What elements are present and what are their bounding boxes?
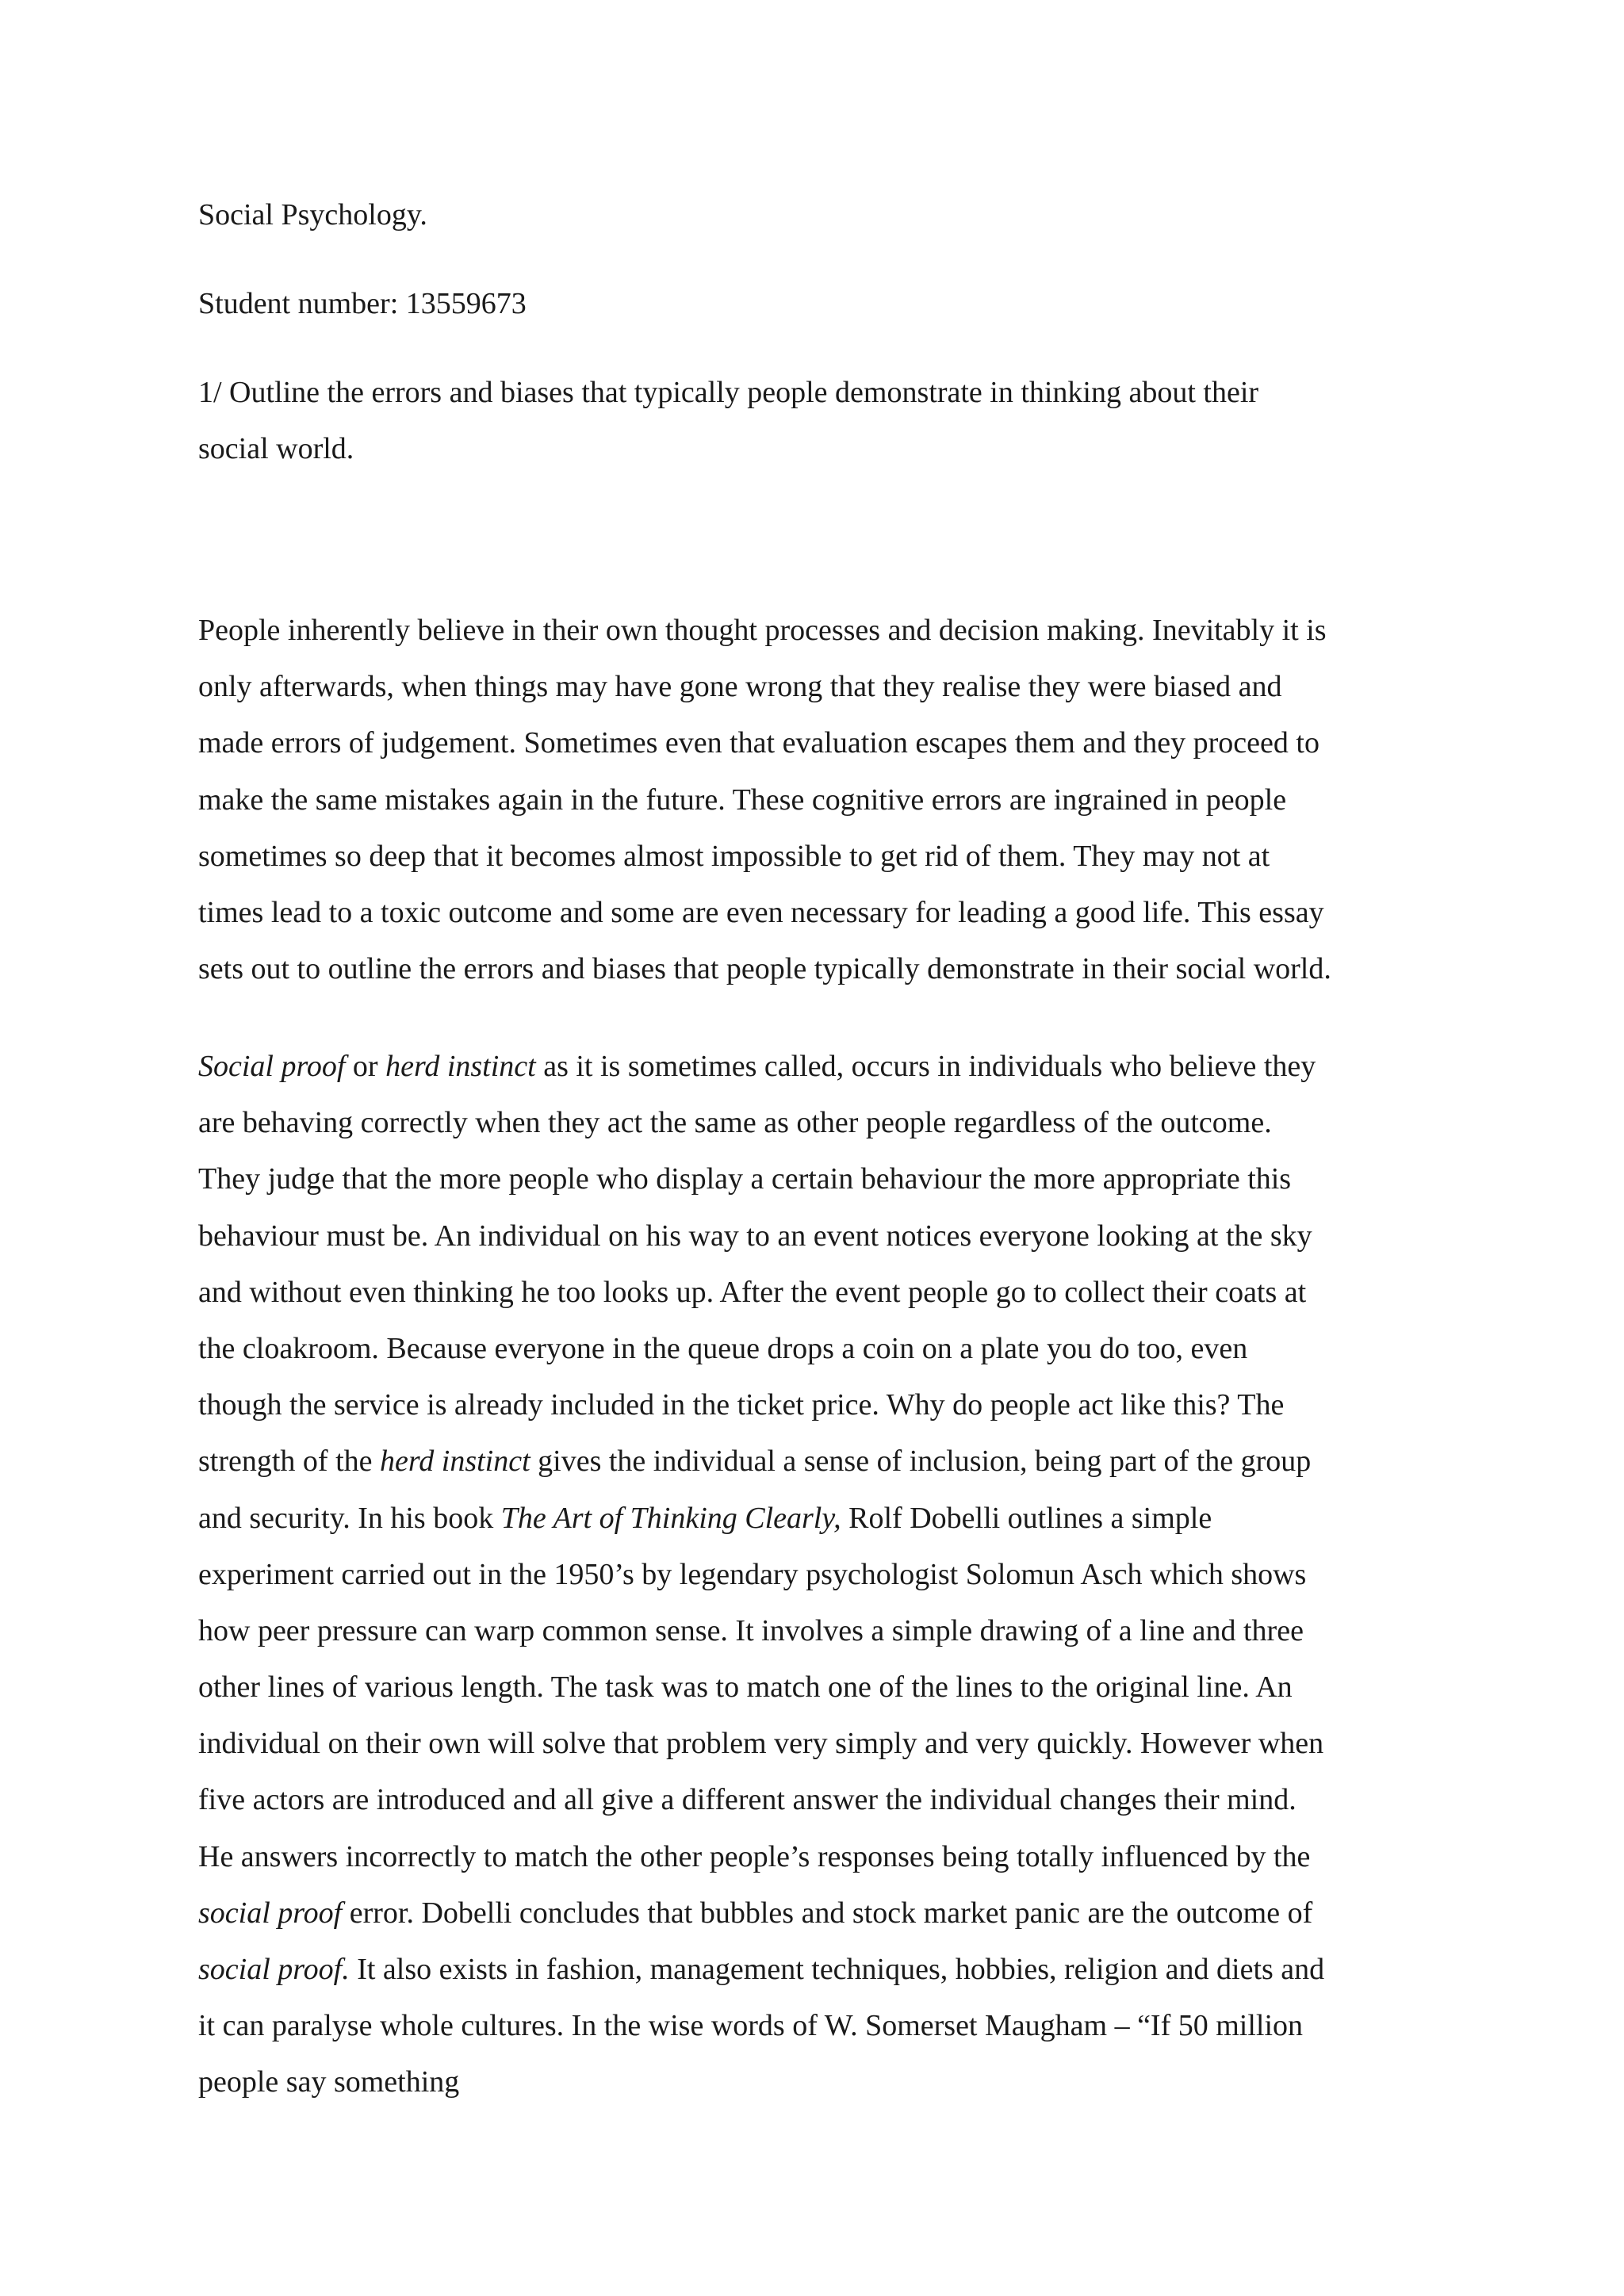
text-run: the cloakroom. Because everyone in the queue drops a coin on a plate you do too, even <box>198 1331 1248 1365</box>
text-run: make the same mistakes again in the future. These cognitive errors are ingrained in people <box>198 783 1287 817</box>
title-line: Social Psychology. <box>198 198 427 232</box>
paragraph-line <box>198 715 1435 771</box>
paragraph-intro <box>198 603 1435 997</box>
paragraph-social-proof <box>198 1039 1435 2111</box>
text-run: or <box>345 1050 386 1083</box>
paragraph-line <box>198 1998 1435 2054</box>
text-run: five actors are introduced and all give a different answer the individual changes their mind. <box>198 1783 1297 1817</box>
paragraph-line <box>198 1547 1435 1603</box>
paragraph-line <box>198 1208 1435 1265</box>
paragraph-line <box>198 1942 1435 1998</box>
essay-question <box>198 365 1435 477</box>
text-run: made errors of judgement. Sometimes even that evaluation escapes them and they proceed to <box>198 726 1320 760</box>
text-run: individual on their own will solve that problem very simply and very quickly. However when <box>198 1727 1324 1761</box>
paragraph-line <box>198 1603 1435 1659</box>
paragraph-line <box>198 1321 1435 1377</box>
text-run: People inherently believe in their own thought processes and decision making. Inevitably it is <box>198 614 1327 647</box>
text-run: people say something <box>198 2065 460 2099</box>
text-run: and security. In his book <box>198 1501 501 1535</box>
paragraph-line <box>198 1885 1435 1942</box>
paragraph-line <box>198 1377 1435 1433</box>
italic-run: herd instinct <box>385 1050 536 1083</box>
text-run: are behaving correctly when they act the same as other people regardless of the outcome. <box>198 1106 1272 1140</box>
paragraph-line <box>198 885 1435 941</box>
paragraph-line <box>198 2054 1435 2110</box>
paragraph-line <box>198 659 1435 715</box>
paragraph-line <box>198 1716 1435 1772</box>
paragraph-line <box>198 1095 1435 1151</box>
document-title <box>198 187 1435 243</box>
text-run: only afterwards, when things may have gone wrong that they realise they were biased and <box>198 670 1282 704</box>
italic-run: social proof <box>198 1896 343 1930</box>
text-run: sometimes so deep that it becomes almost impossible to get rid of them. They may not at <box>198 839 1270 873</box>
text-run: error. Dobelli concludes that bubbles and stock market panic are the outcome of <box>342 1896 1313 1930</box>
paragraph-line <box>198 1659 1435 1716</box>
text-run: though the service is already included in the ticket price. Why do people act like this? The <box>198 1388 1285 1422</box>
paragraph-line <box>198 1490 1435 1547</box>
text-run: It also exists in fashion, management techniques, hobbies, religion and diets and <box>349 1953 1325 1986</box>
text-run: They judge that the more people who display a certain behaviour the more appropriate this <box>198 1162 1292 1196</box>
text-run: other lines of various length. The task was to match one of the lines to the original line. An <box>198 1670 1293 1705</box>
paragraph-line <box>198 828 1435 885</box>
italic-run: Social proof <box>198 1050 346 1083</box>
paragraph-line <box>198 1265 1435 1321</box>
text-run: how peer pressure can warp common sense. It involves a simple drawing of a line and three <box>198 1613 1304 1647</box>
text-run: Rolf Dobelli outlines a simple <box>841 1501 1212 1535</box>
text-run: He answers incorrectly to match the other people’s responses being totally influenced by the <box>198 1839 1311 1873</box>
text-run: sets out to outline the errors and biases that people typically demonstrate in their social world. <box>198 952 1331 986</box>
text-run: strength of the <box>198 1445 381 1479</box>
paragraph-line <box>198 772 1435 828</box>
italic-run: The Art of Thinking Clearly, <box>500 1501 841 1535</box>
paragraph-line <box>198 941 1435 997</box>
italic-run: social proof. <box>198 1953 350 1986</box>
paragraph-line <box>198 1772 1435 1828</box>
italic-run: herd instinct <box>380 1445 530 1479</box>
paragraph-line <box>198 1829 1435 1885</box>
student-number-line: Student number: 13559673 <box>198 287 527 320</box>
question-line: 1/ Outline the errors and biases that typically people demonstrate in thinking about their <box>198 376 1259 409</box>
question-line: social world. <box>198 432 354 466</box>
text-run: gives the individual a sense of inclusion, being part of the group <box>530 1445 1312 1479</box>
paragraph-line <box>198 1151 1435 1207</box>
text-run: as it is sometimes called, occurs in individuals who believe they <box>535 1050 1316 1083</box>
text-run: times lead to a toxic outcome and some are even necessary for leading a good life. This essay <box>198 895 1324 929</box>
text-run: experiment carried out in the 1950’s by legendary psychologist Solomun Asch which shows <box>198 1557 1307 1591</box>
paragraph-line <box>198 1039 1435 1095</box>
paragraph-line <box>198 603 1435 659</box>
text-run: and without even thinking he too looks up. After the event people go to collect their coats at <box>198 1275 1307 1309</box>
student-number <box>198 276 1435 332</box>
text-run: it can paralyse whole cultures. In the wise words of W. Somerset Maugham – “If 50 million <box>198 2009 1304 2043</box>
paragraph-line <box>198 1433 1435 1490</box>
text-run: behaviour must be. An individual on his way to an event notices everyone looking at the sky <box>198 1219 1312 1253</box>
